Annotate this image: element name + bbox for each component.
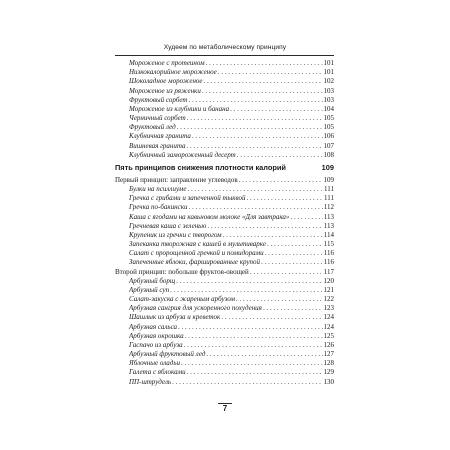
dot-leader: [250, 268, 323, 277]
toc-entry-title: Яблочные оладьи: [129, 359, 181, 368]
toc-entry-title: Вишневая гранита: [129, 141, 186, 150]
dot-leader: [188, 96, 322, 105]
dot-leader: [177, 123, 323, 132]
toc-entry-title: Гаспачо из арбуза: [129, 340, 183, 349]
toc-entry-title: Фруктовый сорбет: [129, 95, 188, 104]
toc-entry-title: Галета с яблоками: [129, 368, 186, 377]
dot-leader: [265, 249, 323, 258]
toc-entry-title: ПП-штрудель: [129, 377, 172, 386]
dot-leader: [290, 213, 322, 222]
toc-entry-title: Черничный сорбет: [129, 114, 186, 123]
toc-entry-page: 101: [323, 58, 334, 67]
toc-entry-title: Первый принцип: заправление углеводов: [115, 175, 238, 184]
toc-entry: [115, 286, 334, 295]
toc-entry-page: 129: [323, 368, 334, 377]
toc-entry-title: Пять принципов снижения плотности калорий: [115, 163, 286, 173]
toc-entry: [115, 277, 334, 286]
page-number: 7: [222, 404, 228, 413]
toc-entry: [115, 185, 334, 194]
toc-entry-title: Салат с пророщенной гречкой и помидорами: [129, 249, 264, 258]
toc-entry: [115, 332, 334, 341]
dot-leader: [170, 286, 322, 295]
toc-entry-page: 105: [323, 114, 334, 123]
toc-entry: [115, 96, 334, 105]
dot-leader: [176, 277, 322, 286]
dot-leader: [188, 203, 322, 212]
toc-entry-title: Салат-закуска с жареным арбузом: [129, 295, 235, 304]
toc-entry-page: 115: [323, 240, 334, 249]
dot-leader: [204, 77, 323, 86]
toc-entry-page: 114: [323, 230, 334, 239]
toc-entry: [115, 341, 334, 350]
toc-entry-page: 106: [323, 132, 334, 141]
toc-entry-title: Гречка по-бакински: [129, 203, 188, 212]
dot-leader: [246, 194, 323, 203]
toc-entry-page: 103: [323, 95, 334, 104]
toc-entry: [115, 176, 334, 185]
toc-entry: [115, 240, 334, 249]
dot-leader: [261, 258, 323, 267]
toc-entry-title: Гречка с грибами и запеченной тыквой: [129, 194, 246, 203]
toc-entry: [115, 203, 334, 212]
toc-entry-page: 122: [323, 295, 334, 304]
toc-entry-page: 123: [323, 304, 334, 313]
toc-entry-page: 116: [323, 258, 334, 267]
toc-entry: [115, 151, 334, 160]
toc-entry-page: 125: [323, 331, 334, 340]
dot-leader: [181, 359, 322, 368]
toc-entry: [115, 359, 334, 368]
dot-leader: [223, 231, 323, 240]
toc-entry-title: Гречневая каша с зеленью: [129, 221, 207, 230]
toc-entry-title: Второй принцип: побольше фруктов-овощей: [115, 267, 249, 276]
toc-entry-page: 113: [323, 221, 334, 230]
toc-entry-title: Арбузный суп: [129, 285, 170, 294]
toc-entry-page: 113: [323, 212, 334, 221]
toc-entry-page: 108: [323, 150, 334, 159]
toc-entry-page: 117: [323, 267, 334, 276]
toc-entry-title: Арбузная окрошка: [129, 331, 184, 340]
toc-entry-page: 111: [324, 185, 334, 194]
toc-entry-title: Мороженое с протеином: [129, 58, 205, 67]
toc-entry-page: 101: [323, 68, 334, 77]
toc-entry: [115, 231, 334, 240]
toc-entry: [115, 268, 334, 277]
dot-leader: [267, 240, 323, 249]
toc-entry-page: 127: [323, 350, 334, 359]
toc-entry-title: Запеканка творожная с кашей в мультиварке: [129, 240, 266, 249]
toc-entry-title: Арбузная сальса: [129, 322, 178, 331]
toc-entry-page: 124: [323, 322, 334, 331]
toc-entry-page: 105: [323, 123, 334, 132]
dot-leader: [263, 304, 323, 313]
toc-entry-page: 130: [323, 377, 334, 386]
toc-entry-page: 111: [324, 194, 334, 203]
toc-entry: [115, 142, 334, 151]
toc-entry: [115, 313, 334, 322]
dot-leader: [239, 176, 323, 185]
toc-entry: [115, 132, 334, 141]
toc-entry-title: Каша с ягодами на кавьновом молоке «Для завтрака»: [129, 212, 290, 221]
toc-section-heading: [115, 160, 334, 176]
toc-entry-page: 107: [323, 141, 334, 150]
toc-entry-title: Арбузный фруктовый лед: [129, 350, 206, 359]
toc-entry-page: 116: [323, 249, 334, 258]
toc-entry: [115, 123, 334, 132]
toc-entry: [115, 258, 334, 267]
dot-leader: [187, 114, 323, 123]
dot-leader: [230, 105, 322, 114]
dot-leader: [206, 59, 323, 68]
toc-entry: [115, 77, 334, 86]
dot-leader: [187, 185, 323, 194]
toc-entry: [115, 105, 334, 114]
toc-entry-page: 128: [323, 359, 334, 368]
toc-entry-title: Запеченные яблоки, фаршированные крупой: [129, 258, 261, 267]
dot-leader: [221, 313, 322, 322]
toc-entry: [115, 68, 334, 77]
toc-entry-title: Шашлык из арбуза и креветок: [129, 313, 221, 322]
dot-leader: [207, 222, 322, 231]
toc-entry-title: Арбузный борщ: [129, 276, 176, 285]
toc-entry: [115, 323, 334, 332]
toc-entry-title: Низкокалорийное мороженое: [129, 68, 217, 77]
toc-entry-title: Мороженое из ряженки: [129, 86, 201, 95]
toc-entry-title: Клубничный замороженный десерт: [129, 150, 236, 159]
toc-entry-page: 102: [323, 77, 334, 86]
dot-leader: [206, 350, 322, 359]
toc-entry: [115, 295, 334, 304]
dot-leader: [172, 378, 322, 387]
toc-entry: [115, 378, 334, 387]
toc-entry-page: 124: [323, 313, 334, 322]
toc-entry: [115, 194, 334, 203]
dot-leader: [237, 151, 323, 160]
dot-leader: [218, 68, 323, 77]
table-of-contents: [115, 59, 334, 387]
toc-entry: [115, 59, 334, 68]
toc-entry: [115, 304, 334, 313]
dot-leader: [186, 142, 322, 151]
toc-entry-page: 121: [323, 285, 334, 294]
toc-entry-title: Булки на псиллиуме: [129, 185, 187, 194]
toc-entry: [115, 87, 334, 96]
toc-entry-page: 120: [323, 276, 334, 285]
toc-entry-page: 109: [321, 163, 334, 173]
toc-entry-title: Крупеник из гречки с творогом: [129, 230, 222, 239]
dot-leader: [178, 323, 322, 332]
toc-entry: [115, 369, 334, 378]
toc-entry-page: 112: [323, 203, 334, 212]
toc-entry-title: Клубничная гранита: [129, 132, 191, 141]
toc-entry-title: Шоколадное мороженое: [129, 77, 203, 86]
toc-entry: [115, 249, 334, 258]
toc-entry: [115, 114, 334, 123]
toc-entry-title: Фруктовый лед: [129, 123, 176, 132]
toc-entry-title: Мороженое из клубники и банана: [129, 104, 230, 113]
toc-entry: [115, 350, 334, 359]
header-rule: [115, 55, 334, 56]
running-head: Худеем по метаболическому принципу: [163, 44, 287, 51]
toc-entry-page: 109: [323, 175, 334, 184]
toc-entry-page: 103: [323, 86, 334, 95]
dot-leader: [202, 87, 323, 96]
dot-leader: [236, 295, 323, 304]
toc-entry: [115, 213, 334, 222]
toc-entry-page: 104: [323, 104, 334, 113]
dot-leader: [184, 341, 323, 350]
toc-entry-title: Арбузная сангрия для ускоренного похудения: [129, 304, 262, 313]
dot-leader: [185, 332, 323, 341]
toc-entry-page: 126: [323, 340, 334, 349]
dot-leader: [187, 368, 323, 377]
dot-leader: [192, 132, 323, 141]
toc-entry: [115, 222, 334, 231]
